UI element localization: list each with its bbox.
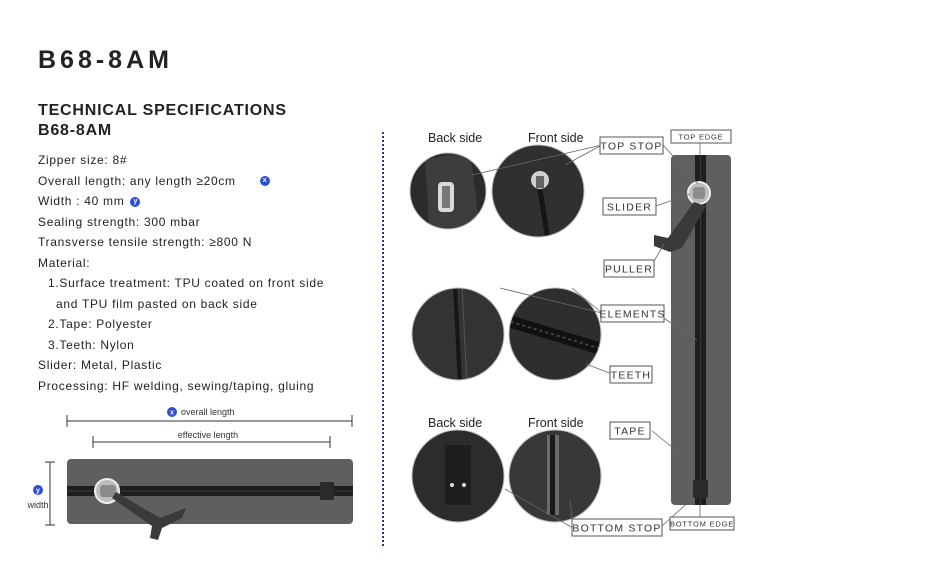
spec-material: Material: [38, 255, 91, 270]
svg-text:PULLER: PULLER [604, 263, 654, 276]
model-title: B68-8AM [38, 46, 173, 74]
spec-list [38, 150, 324, 396]
spec-processing: Processing: HF welding, sewing/taping, gluing [38, 378, 315, 393]
svg-text:TOP STOP: TOP STOP [600, 140, 663, 153]
callout-top-edge [671, 130, 731, 143]
spec-heading-title: TECHNICAL SPECIFICATIONS [38, 102, 287, 119]
callout-elements [599, 305, 665, 322]
overall-length-dimension [67, 407, 352, 427]
section-divider [382, 132, 384, 546]
svg-text:y: y [36, 487, 40, 495]
horizontal-zipper [67, 459, 353, 540]
svg-text:TEETH: TEETH [610, 369, 652, 382]
spec-heading-model: B68-8AM [38, 122, 113, 139]
svg-text:BOTTOM EDGE: BOTTOM EDGE [669, 519, 735, 529]
callout-bottom-stop [572, 519, 662, 536]
svg-text:TAPE: TAPE [614, 425, 646, 438]
svg-text:TOP EDGE: TOP EDGE [678, 132, 724, 142]
detail-front-side-bottom [505, 428, 605, 528]
callout-bottom-edge [670, 517, 734, 530]
effective-length-label: effective length [177, 430, 239, 440]
detail-back-side-bottom [410, 428, 510, 528]
spec-teeth: 3.Teeth: Nylon [48, 337, 135, 352]
spec-heading [38, 101, 287, 141]
spec-slider: Slider: Metal, Plastic [38, 358, 163, 372]
dimension-diagram [0, 400, 380, 550]
bottom-stop-part [693, 480, 708, 498]
effective-length-dimension [93, 430, 330, 448]
callout-top-stop [600, 137, 663, 154]
spec-surface-treatment-cont: and TPU film pasted on back side [56, 296, 258, 311]
svg-text:BOTTOM STOP: BOTTOM STOP [572, 522, 662, 535]
spec-tensile-strength: Transverse tensile strength: ≥800 N [38, 235, 253, 249]
svg-text:SLIDER: SLIDER [606, 201, 653, 214]
overall-length-label: overall length [181, 407, 235, 417]
callout-puller [604, 260, 654, 277]
x-axis-badge: x [260, 176, 270, 186]
y-axis-badge: y [130, 197, 140, 207]
spec-zipper-size: Zipper size: 8# [38, 153, 128, 167]
front-side-label-top: Front side [528, 131, 584, 145]
callout-slider [603, 198, 656, 215]
spec-overall-length: Overall length: any length ≥20cm x [38, 171, 324, 192]
end-stop [320, 482, 334, 500]
callout-tape [610, 422, 650, 439]
vertical-zipper [654, 155, 731, 505]
spec-sealing-strength: Sealing strength: 300 mbar [38, 214, 201, 229]
back-side-label-top: Back side [428, 131, 483, 145]
width-dimension [26, 462, 55, 525]
back-side-label-bottom: Back side [428, 416, 483, 430]
detail-teeth [505, 285, 605, 385]
detail-elements [410, 285, 510, 385]
spec-width: Width : 40 mm y [38, 191, 324, 212]
callout-teeth [610, 366, 652, 383]
width-label: width [27, 500, 49, 510]
detail-back-side-top [400, 145, 500, 245]
svg-text:x: x [170, 409, 174, 417]
spec-surface-treatment: 1.Surface treatment: TPU coated on front side [48, 276, 325, 290]
svg-text:ELEMENTS: ELEMENTS [599, 308, 666, 321]
product-detail-diagram [400, 120, 745, 550]
front-side-label-bottom: Front side [528, 416, 584, 430]
spec-tape: 2.Tape: Polyester [48, 317, 153, 331]
